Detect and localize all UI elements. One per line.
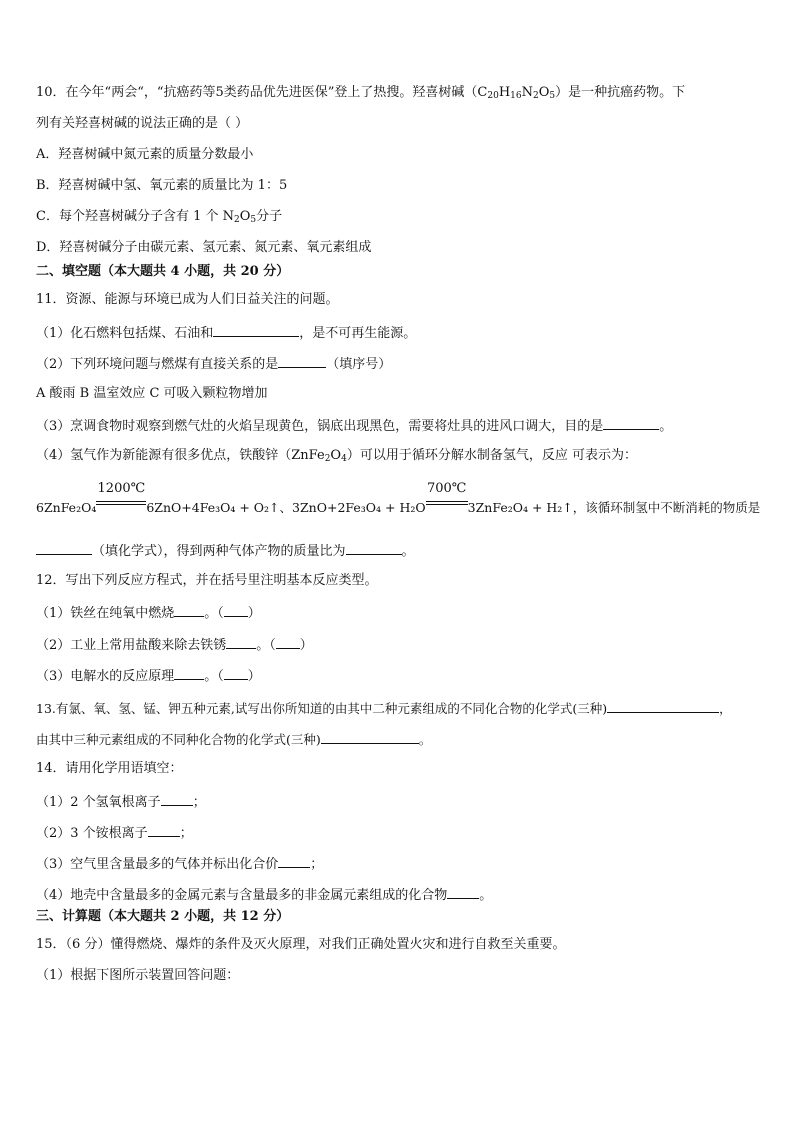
q10-option-a: A．羟喜树碱中氮元素的质量分数最小 xyxy=(36,147,254,162)
answer-blank xyxy=(603,416,659,430)
q12-part2: （2）工业上常用盐酸来除去铁锈 。（ ） xyxy=(36,635,313,655)
answer-blank xyxy=(174,666,204,680)
answer-blank xyxy=(278,854,310,868)
answer-blank xyxy=(224,603,248,617)
q11-part1: （1）化石燃料包括煤、石油和 ，是不可再生能源。 xyxy=(36,323,416,343)
q11-options: A 酸雨 B 温室效应 C 可吸入颗粒物增加 xyxy=(36,386,268,401)
section-3-title: 三、计算题（本大题共 2 小题，共 12 分） xyxy=(36,909,290,924)
answer-blank xyxy=(174,603,204,617)
answer-blank xyxy=(224,666,248,680)
reaction-condition-2: 700℃ xyxy=(426,494,468,512)
q11-part4: （4）氢气作为新能源有很多优点，铁酸锌$(ZnFe_2O_4)$可以用于循环分解水制备氢气，反应 可表示为： xyxy=(36,448,637,464)
q14-stem: 14．请用化学用语填空： xyxy=(36,761,183,776)
q13-line2: 由其中三种元素组成的不同种化合物的化学式(三种) 。 xyxy=(36,732,432,747)
q10-option-c: C．每个羟喜树碱分子含有 1 个 $N_2O_5$分子 xyxy=(36,209,283,225)
q10-stem-line1: 10．在今年“两会“，“抗癌药等5类药品优先进医保”登上了热搜。羟喜树碱$(C_{20}H_{16}N_2O_5)$是一种抗癌药物。下 xyxy=(36,85,686,101)
answer-blank xyxy=(607,699,719,713)
q11-equation: 6ZnFe₂O₄ 1200℃ 6ZnO+4Fe₃O₄ + O₂↑、3ZnO+2Fe₃O₄ + H₂O 700℃ 3ZnFe₂O₄ + H₂↑，该循环制氢中不断消耗的物质是 xyxy=(36,481,761,515)
answer-blank xyxy=(276,635,300,649)
q13-line1: 13.有氯、氧、氢、锰、钾五种元素,试写出你所知道的由其中二种元素组成的不同化合物的化学式(三种) ， xyxy=(36,701,732,716)
q10-stem-line2: 列有关羟喜树碱的说法正确的是（ ） xyxy=(36,116,249,131)
answer-blank xyxy=(226,635,256,649)
q14-part3: （3）空气里含量最多的气体并标出化合价 ； xyxy=(36,854,323,874)
q10-option-d: D．羟喜树碱分子由碳元素、氢元素、氮元素、氧元素组成 xyxy=(36,240,372,255)
q15-part1: （1）根据下图所示装置回答问题： xyxy=(36,968,240,983)
q10-option-b: B．羟喜树碱中氢、氧元素的质量比为 1：5 xyxy=(36,178,288,193)
answer-blank xyxy=(148,823,180,837)
q11-part4-continued: （填化学式），得到两种气体产物的质量比为 。 xyxy=(36,541,415,561)
q12-stem: 12．写出下列反应方程式，并在括号里注明基本反应类型。 xyxy=(36,573,378,588)
q11-part2: （2）下列环境问题与燃煤有直接关系的是 （填序号） xyxy=(36,354,391,374)
q15-stem: 15．（6 分）懂得燃烧、爆炸的条件及灭火原理，对我们正确处置火灾和进行自救至关重要。 xyxy=(36,937,566,952)
q14-part4: （4）地壳中含量最多的金属元素与含量最多的非金属元素组成的化合物 。 xyxy=(36,885,492,905)
answer-blank xyxy=(321,730,419,744)
answer-blank xyxy=(36,541,92,555)
answer-blank xyxy=(213,323,299,337)
q14-part2: （2）3 个铵根离子 ； xyxy=(36,823,193,843)
reaction-condition-1: 1200℃ xyxy=(96,494,146,512)
q12-part3: （3）电解水的反应原理 。（ ） xyxy=(36,666,261,686)
answer-blank xyxy=(447,885,479,899)
q11-part3: （3）烹调食物时观察到燃气灶的火焰呈现黄色，锅底出现黑色，需要将灶具的进风口调大，目的是 。 xyxy=(36,416,672,436)
q11-stem: 11．资源、能源与环境已成为人们日益关注的问题。 xyxy=(36,292,339,307)
section-2-title: 二、填空题（本大题共 4 小题，共 20 分） xyxy=(36,264,290,279)
q14-part1: （1）2 个氢氧根离子 ； xyxy=(36,792,206,812)
q12-part1: （1）铁丝在纯氧中燃烧 。（ ） xyxy=(36,603,261,623)
answer-blank xyxy=(346,541,402,555)
answer-blank xyxy=(161,792,193,806)
answer-blank xyxy=(278,354,326,368)
